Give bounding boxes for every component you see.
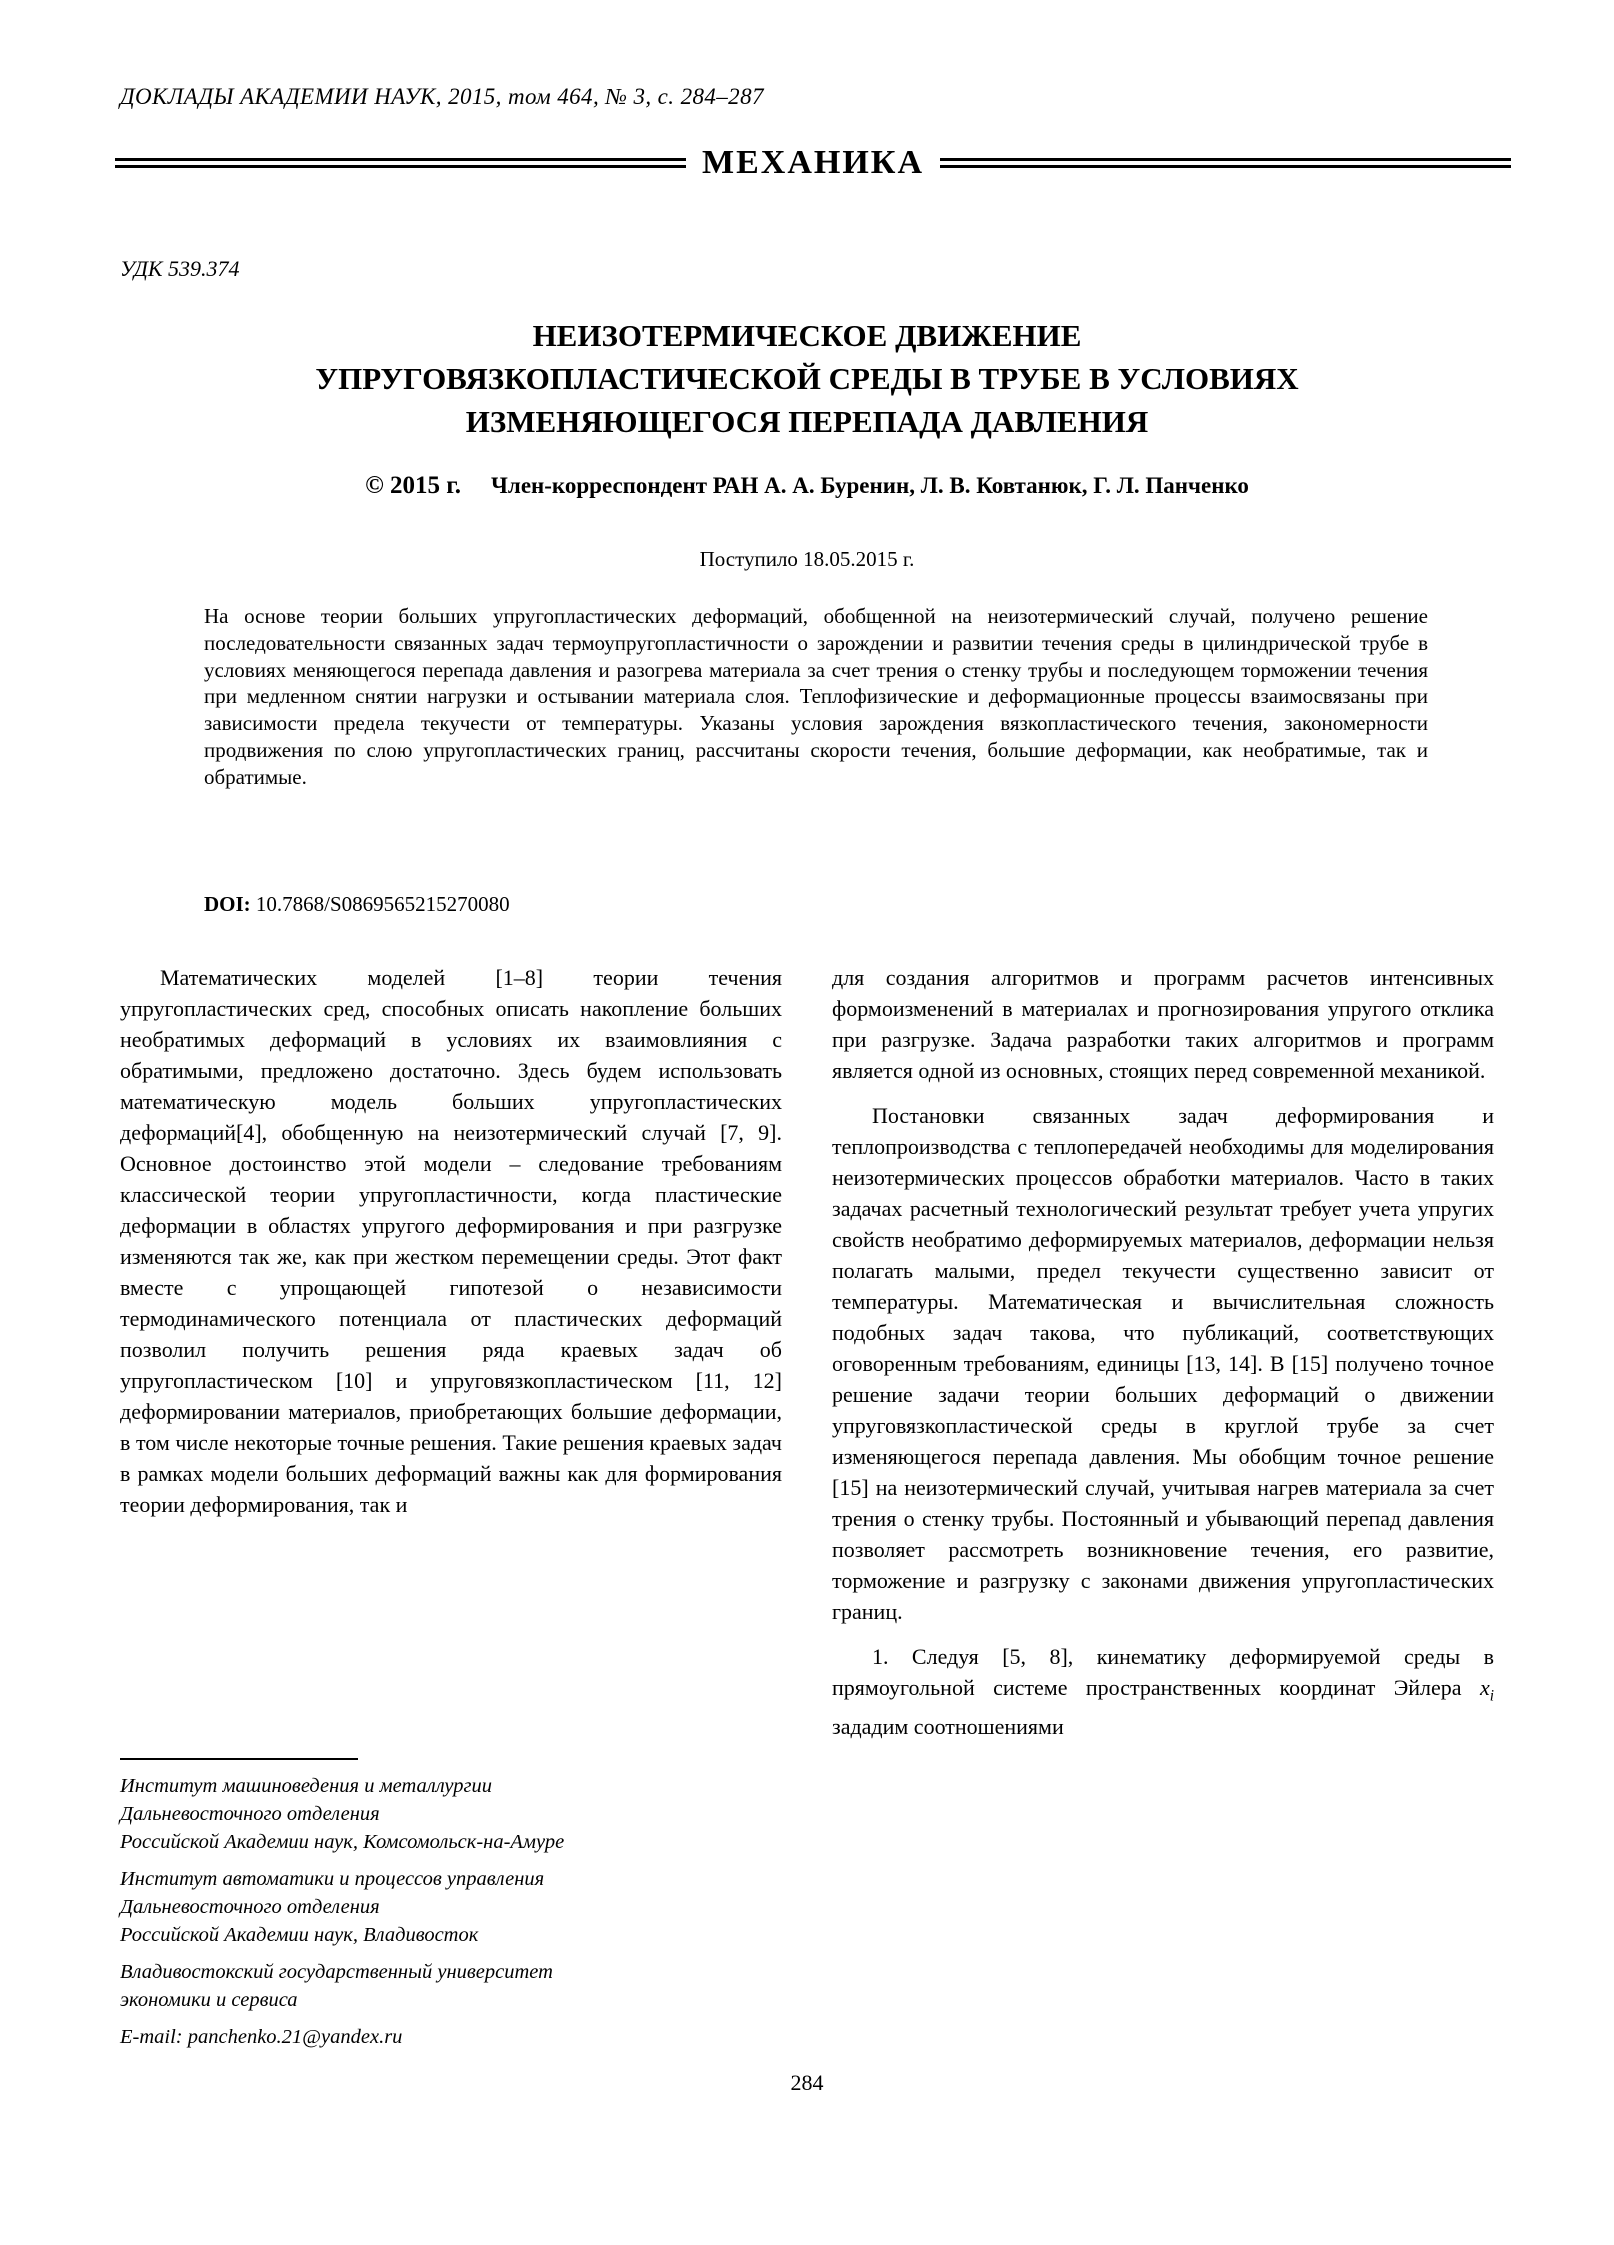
article-title xyxy=(0,314,1614,443)
euler-coordinate-variable: x xyxy=(1479,1675,1490,1700)
body-paragraph-right-2: Постановки связанных задач деформирования и теплопроизводства с теплопередачей необходимы для моделирования неизотермических процессов обработки материалов. Часто в таких задачах расчетный технологический результат требует учета упругих свойств необратимо деформируемых материалов, деформации нельзя полагать малыми, предел текучести существенно зависит от температуры. Математическая и вычислительная сложность подобных задач такова, что публикаций, соответствующих оговоренным требованиям, единицы [13, 14]. В [15] получено точное решение задачи теории больших деформаций о движении упруговязкопластической среды в круглой трубе за счет изменяющегося перепада давления. Мы обобщим точное решение [15] на неизотермический случай, учитывая нагрев материала за счет трения о стенку трубы. Постоянный и убывающий перепад давления позволяет рассмотреть возникновение течения, его развитие, торможение и разгрузку с законами движения упругопластических границ. xyxy=(832,1103,1494,1624)
affiliation-institute-2 xyxy=(120,1865,782,1949)
article-title-line2: УПРУГОВЯЗКОПЛАСТИЧЕСКОЙ СРЕДЫ В ТРУБЕ В УСЛОВИЯХ xyxy=(315,361,1299,396)
body-paragraph-right-3 xyxy=(832,1641,1494,1742)
body-paragraph-right-1: для создания алгоритмов и программ расчетов интенсивных формоизменений в материалах и прогнозирования упругого отклика при разгрузке. Задача разработки таких алгоритмов и программ является одной из основных, стоящих перед современной механикой. xyxy=(832,965,1494,1083)
copyright-year: © 2015 г. xyxy=(365,472,462,499)
affiliations-footnote xyxy=(120,1758,782,2051)
paragraph-3-text: 1. Следуя [5, 8], кинематику деформируемой среды в прямоугольной системе пространственных координат Эйлера xyxy=(832,1644,1494,1700)
doi-line xyxy=(204,892,510,917)
right-column xyxy=(832,962,1494,1742)
abstract: На основе теории больших упругопластических деформаций, обобщенной на неизотермический случай, получено решение последовательности связанных задач термоупругопластичности о зарождении и развитии течения среды в цилиндрической трубе в условиях меняющегося перепада давления и разогрева материала за счет трения о стенку трубы и последующем торможении течения при медленном снятии нагрузки и остывании материала слоя. Теплофизические и деформационные процессы взаимосвязаны при зависимости предела текучести от температуры. Указаны условия зарождения вязкопластического течения, закономерности продвижения по слою упругопластических границ, рассчитаны скорости течения, большие деформации, как необратимые, так и обратимые. xyxy=(204,604,1428,789)
euler-coordinate-subscript: i xyxy=(1489,1687,1494,1705)
page-number: 284 xyxy=(790,2070,824,2095)
article-title-line1: НЕИЗОТЕРМИЧЕСКОЕ ДВИЖЕНИЕ xyxy=(532,318,1082,353)
article-title-line3: ИЗМЕНЯЮЩЕГОСЯ ПЕРЕПАДА ДАВЛЕНИЯ xyxy=(465,404,1149,439)
affiliation-email xyxy=(120,2023,782,2051)
affiliation-institute-3 xyxy=(120,1958,782,2014)
left-column xyxy=(120,962,782,1520)
affiliation-line: экономики и сервиса xyxy=(120,1989,298,2011)
paragraph-3-text-end: зададим соотношениями xyxy=(832,1714,1064,1740)
doi-label: DOI: xyxy=(204,892,251,916)
affiliation-line: Российской Академии наук, Владивосток xyxy=(120,1924,479,1946)
doi-value: 10.7868/S0869565215270080 xyxy=(255,892,510,916)
double-rule-right xyxy=(940,158,1511,168)
email-line: E-mail: panchenko.21@yandex.ru xyxy=(120,2026,403,2048)
affiliation-line: Дальневосточного отделения xyxy=(120,1803,380,1825)
affiliation-line: Институт автоматики и процессов управления xyxy=(120,1868,545,1890)
section-title: МЕХАНИКА xyxy=(702,144,924,181)
affiliation-institute-1 xyxy=(120,1772,782,1856)
byline xyxy=(0,472,1614,500)
received-date: Поступило 18.05.2015 г. xyxy=(699,547,915,571)
authors: Член-корреспондент РАН А. А. Буренин, Л. В. Ковтанюк, Г. Л. Панченко xyxy=(491,473,1249,498)
section-banner xyxy=(115,146,1511,180)
body-paragraph-left: Математических моделей [1–8] теории течения упругопластических сред, способных описать накопление больших необратимых деформаций в условиях их взаимовлияния с обратимыми, предложено достаточно. Здесь будем использовать математическую модель больших упругопластических деформаций[4], обобщенную на неизотермический случай [7, 9]. Основное достоинство этой модели – следование требованиям классической теории упругопластичности, когда пластические деформации в областях упругого деформирования и при разгрузке изменяются так же, как при жестком перемещении среды. Этот факт вместе с упрощающей гипотезой о независимости термодинамического потенциала от пластических деформаций позволил получить решения ряда краевых задач об упругопластическом [10] и упруговязкопластическом [11, 12] деформировании материалов, приобретающих большие деформации, в том числе некоторые точные решения. Такие решения краевых задач в рамках модели больших деформаций важны как для формирования теории деформирования, так и xyxy=(120,965,782,1517)
affiliation-line: Институт машиноведения и металлургии xyxy=(120,1775,492,1797)
affiliation-line: Российской Академии наук, Комсомольск-на-Амуре xyxy=(120,1831,565,1853)
udc-code: УДК 539.374 xyxy=(120,256,240,281)
affiliation-line: Владивостокский государственный университет xyxy=(120,1961,553,1983)
affiliation-line: Дальневосточного отделения xyxy=(120,1896,380,1918)
journal-header: ДОКЛАДЫ АКАДЕМИИ НАУК, 2015, том 464, № 3, с. 284–287 xyxy=(120,84,764,109)
footnote-rule xyxy=(120,1758,358,1760)
double-rule-left xyxy=(115,158,686,168)
